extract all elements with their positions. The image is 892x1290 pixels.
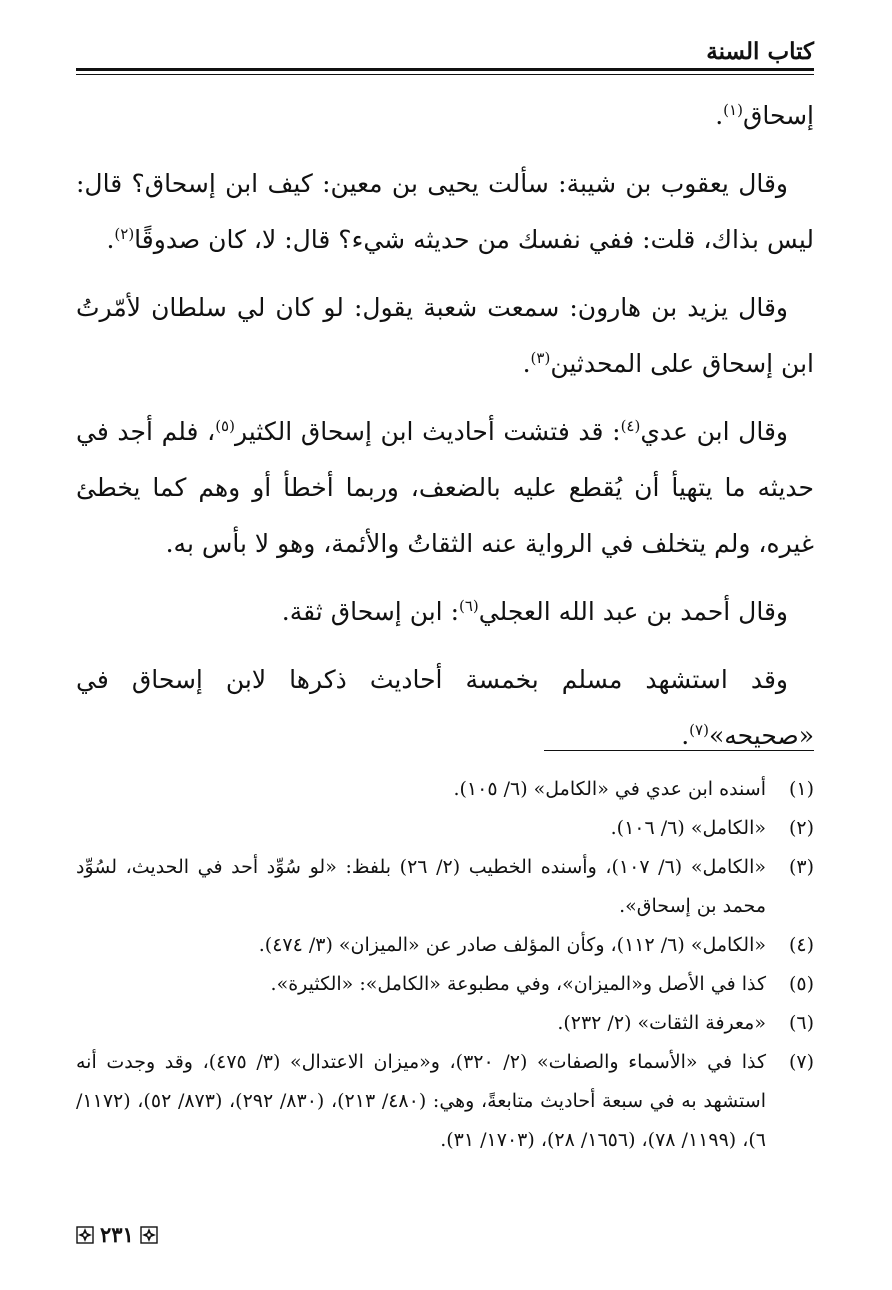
- footnote-marker: (١): [723, 101, 743, 119]
- floral-ornament-icon: [140, 1226, 158, 1244]
- paragraph-text-end: .: [681, 721, 690, 750]
- footnote-text: «الكامل» (٦/ ١٠٦).: [610, 817, 766, 839]
- paragraph-text: وقال يزيد بن هارون: سمعت شعبة يقول: لو كان لي سلطان لأمّرتُ ابن إسحاق على المحدثين: [76, 293, 814, 378]
- paragraph-text: إسحاق: [742, 101, 814, 130]
- paragraph-1: [76, 88, 814, 144]
- footnote-marker: (٣): [530, 349, 551, 367]
- footnote-text: أسنده ابن عدي في «الكامل» (٦/ ١٠٥).: [453, 778, 766, 800]
- paragraph-text: وقال ابن عدي: [640, 417, 788, 446]
- footnote-item: [76, 809, 814, 848]
- floral-ornament-icon: [76, 1226, 94, 1244]
- footnote-number: (٢): [788, 817, 814, 839]
- footnote-number: (٧): [788, 1051, 814, 1073]
- paragraph-4: [76, 404, 814, 572]
- paragraph-6: [76, 652, 814, 764]
- paragraph-text: وقال يعقوب بن شيبة: سألت يحيى بن معين: كيف ابن إسحاق؟ قال: ليس بذاك، قلت: ففي نفسك من حديثه شيء؟ قال: لا، كان صدوقًا: [76, 169, 814, 254]
- footnote-item: [76, 770, 814, 809]
- paragraph-5: [76, 584, 814, 640]
- paragraph-text: وقال أحمد بن عبد الله العجلي: [478, 597, 788, 626]
- footnote-item: [76, 1043, 814, 1160]
- main-text: [76, 88, 814, 776]
- document-page: [76, 0, 814, 1290]
- paragraph-text-end: .: [715, 101, 724, 130]
- footnote-number: (٥): [788, 973, 814, 995]
- footnote-number: (٤): [788, 934, 814, 956]
- paragraph-2: [76, 156, 814, 268]
- footnote-item: [76, 965, 814, 1004]
- paragraph-3: [76, 280, 814, 392]
- paragraph-text: وقد استشهد مسلم بخمسة أحاديث ذكرها لابن إسحاق في «صحيحه»: [76, 665, 814, 750]
- footnote-item: [76, 848, 814, 926]
- footnote-number: (٦): [788, 1012, 814, 1034]
- footnote-marker: (٤): [620, 417, 641, 435]
- footnote-text: «معرفة الثقات» (٢/ ٢٣٢).: [557, 1012, 766, 1034]
- footnote-text: «الكامل» (٦/ ١٠٧)، وأسنده الخطيب (٢/ ٢٦) بلفظ: «لو سُوِّد أحد في الحديث، لسُوِّد محمد بن إسحاق».: [76, 856, 766, 917]
- footnotes: [76, 770, 814, 1160]
- footnote-marker: (٧): [689, 721, 709, 739]
- page-number: ٢٣١: [100, 1222, 134, 1247]
- footnote-item: [76, 1004, 814, 1043]
- footnote-number: (١): [788, 778, 814, 800]
- footnote-separator: [544, 750, 814, 751]
- paragraph-text-end: : ابن إسحاق ثقة.: [281, 597, 459, 626]
- footnote-marker: (٦): [459, 597, 479, 615]
- footnote-marker: (٥): [215, 417, 235, 435]
- footnote-item: [76, 926, 814, 965]
- paragraph-text-end: ، فلم أجد في حديثه ما يتهيأ أن يُقطع عليه بالضعف، وربما أخطأ أو وهم كما يخطئ غيره، ولم يتخلف في الرواية عنه الثقاتُ والأئمة، وهو لا بأس به.: [76, 417, 814, 558]
- footnote-text: كذا في الأصل و«الميزان»، وفي مطبوعة «الكامل»: «الكثيرة».: [270, 973, 766, 995]
- footnote-marker: (٢): [114, 225, 135, 243]
- header-rule-thin: [76, 74, 814, 75]
- running-head: كتاب السنة: [706, 38, 814, 65]
- footnote-text: كذا في «الأسماء والصفات» (٢/ ٣٢٠)، و«ميزان الاعتدال» (٣/ ٤٧٥)، وقد وجدت أنه استشهد به في سبعة أحاديث متابعةً، وهي: (٤٨٠/ ٢١٣)، (٨٣٠/ ٢٩٢)، (٨٧٣/ ٥٢)، (١١٧٢/ ٦)، (١١٩٩/ ٧٨)، (١٦٥٦/ ٢٨)، (١٧٠٣/ ٣١).: [76, 1051, 766, 1151]
- footnote-text: «الكامل» (٦/ ١١٢)، وكأن المؤلف صادر عن «الميزان» (٣/ ٤٧٤).: [258, 934, 766, 956]
- paragraph-text-end: .: [106, 225, 115, 254]
- page-folio: [76, 1222, 158, 1247]
- paragraph-text-end: .: [522, 349, 531, 378]
- paragraph-text-mid: : قد فتشت أحاديث ابن إسحاق الكثير: [234, 417, 621, 446]
- header-rule: [76, 68, 814, 71]
- footnote-number: (٣): [788, 856, 814, 878]
